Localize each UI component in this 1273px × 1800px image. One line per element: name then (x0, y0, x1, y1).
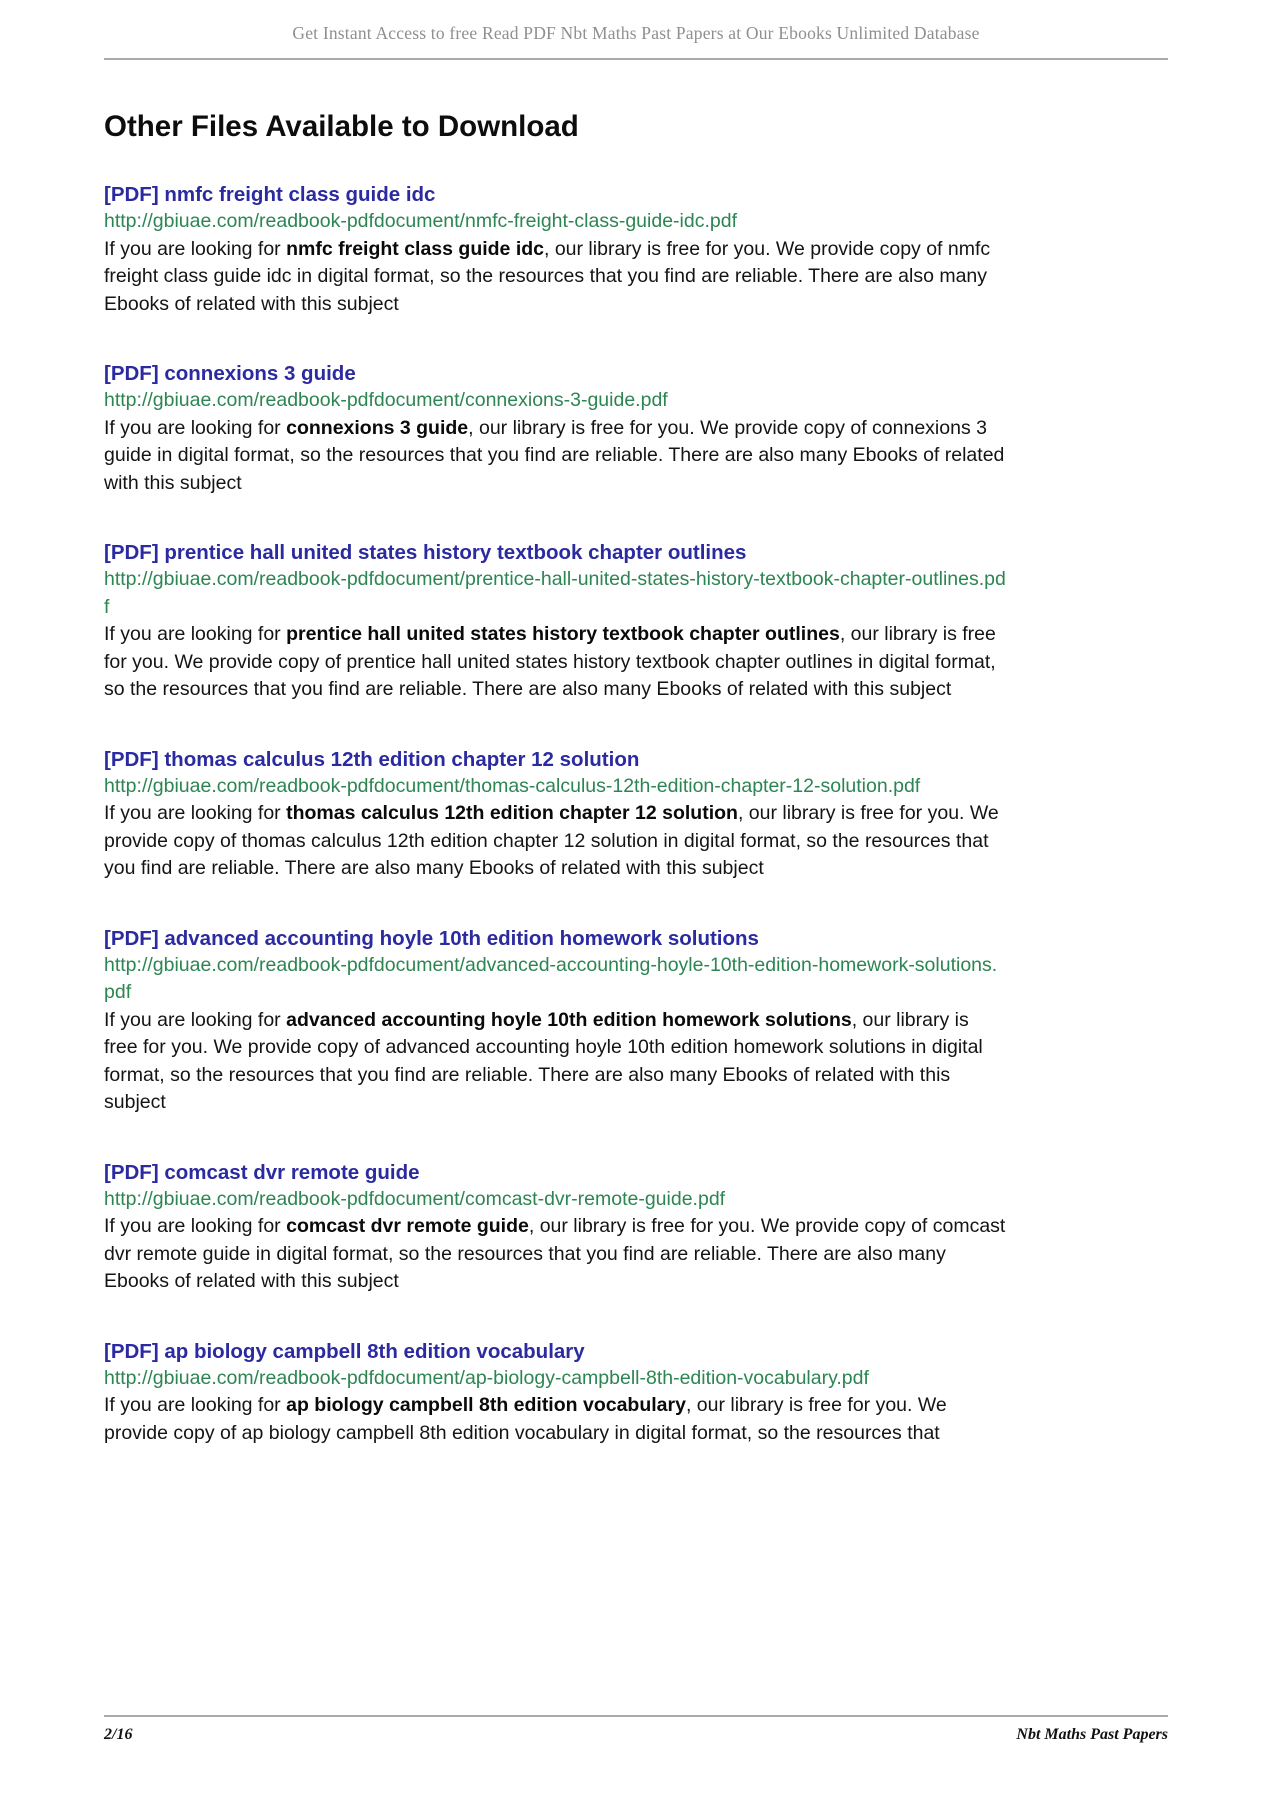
download-entry (104, 360, 1007, 497)
description-bold-title: nmfc freight class guide idc (286, 237, 544, 260)
description-prefix: If you are looking for (104, 1215, 287, 1237)
description-bold-title: connexions 3 guide (286, 416, 469, 439)
pdf-title-link[interactable]: [PDF] nmfc freight class guide idc (104, 183, 436, 206)
page-number: 2/16 (104, 1726, 133, 1743)
running-footer (104, 1715, 1168, 1744)
entry-description (104, 800, 1007, 883)
download-url-link[interactable]: http://gbiuae.com/readbook-pdfdocument/advanced-accounting-hoyle-10th-edition-homework-solutions.pdf (104, 953, 998, 1003)
description-suffix: , our library is free for you. We provide copy of ap biology campbell 8th edition vocabulary in digital format, so the resources that (104, 1394, 947, 1444)
description-suffix: , our library is free for you. We provide copy of connexions 3 guide in digital format, so the resources that you find are reliable. There are also many Ebooks of related with this subject (104, 416, 1005, 494)
description-bold-title: thomas calculus 12th edition chapter 12 solution (286, 802, 738, 824)
description-prefix: If you are looking for (104, 416, 287, 439)
download-list (104, 181, 1007, 1447)
description-bold-title: comcast dvr remote guide (286, 1215, 529, 1237)
download-url-link[interactable]: http://gbiuae.com/readbook-pdfdocument/prentice-hall-united-states-history-textbook-chapter-outlines.pdf (104, 568, 1006, 618)
pdf-title-link[interactable]: [PDF] advanced accounting hoyle 10th edition homework solutions (104, 926, 759, 950)
description-prefix: If you are looking for (104, 1394, 287, 1416)
download-entry (104, 181, 1007, 318)
pdf-title-link[interactable]: [PDF] ap biology campbell 8th edition vocabulary (104, 1339, 585, 1363)
description-prefix: If you are looking for (104, 623, 287, 645)
download-entry (104, 1338, 1007, 1448)
entry-description (104, 1213, 1007, 1296)
entry-description (104, 236, 1007, 319)
pdf-title-link[interactable]: [PDF] comcast dvr remote guide (104, 1160, 420, 1184)
download-entry (104, 925, 1007, 1117)
download-url-link[interactable]: http://gbiuae.com/readbook-pdfdocument/ap-biology-campbell-8th-edition-vocabulary.pdf (104, 1366, 869, 1389)
pdf-title-link[interactable]: [PDF] prentice hall united states history textbook chapter outlines (104, 541, 747, 564)
download-url-link[interactable]: http://gbiuae.com/readbook-pdfdocument/comcast-dvr-remote-guide.pdf (104, 1187, 726, 1210)
download-url-link[interactable]: http://gbiuae.com/readbook-pdfdocument/thomas-calculus-12th-edition-chapter-12-solution.pdf (104, 774, 921, 797)
pdf-title-link[interactable]: [PDF] thomas calculus 12th edition chapter 12 solution (104, 747, 640, 771)
footer-document-title: Nbt Maths Past Papers (1016, 1726, 1168, 1743)
download-url-link[interactable]: http://gbiuae.com/readbook-pdfdocument/connexions-3-guide.pdf (104, 389, 668, 411)
download-entry (104, 746, 1007, 883)
entry-description (104, 1392, 1007, 1447)
entry-description (104, 415, 1007, 498)
description-suffix: , our library is free for you. We provide copy of prentice hall united states history textbook chapter outlines in digital format, so the resources that you find are reliable. There are also many Ebooks of related with this subject (104, 623, 996, 700)
description-suffix: , our library is free for you. We provide copy of advanced accounting hoyle 10th edition homework solutions in digital format, so the resources that you find are reliable. There are also many Ebooks of related with this subject (104, 1008, 983, 1113)
download-entry (104, 539, 1007, 704)
download-url-link[interactable]: http://gbiuae.com/readbook-pdfdocument/nmfc-freight-class-guide-idc.pdf (104, 210, 737, 232)
pdf-title-link[interactable]: [PDF] connexions 3 guide (104, 362, 356, 385)
description-prefix: If you are looking for (104, 802, 287, 824)
description-bold-title: prentice hall united states history textbook chapter outlines (286, 623, 840, 645)
page-title: Other Files Available to Download (104, 110, 579, 143)
description-suffix: , our library is free for you. We provide copy of nmfc freight class guide idc in digital format, so the resources that you find are reliable. There are also many Ebooks of related with this subject (104, 237, 991, 315)
description-suffix: , our library is free for you. We provide copy of thomas calculus 12th edition chapter 12 solution in digital format, so the resources that you find are reliable. There are also many Ebooks of related with this subject (104, 802, 999, 879)
description-suffix: , our library is free for you. We provide copy of comcast dvr remote guide in digital format, so the resources that you find are reliable. There are also many Ebooks of related with this subject (104, 1215, 1006, 1292)
entry-description (104, 1007, 1007, 1117)
description-bold-title: advanced accounting hoyle 10th edition homework solutions (286, 1008, 852, 1031)
download-entry (104, 1159, 1007, 1296)
entry-description (104, 621, 1007, 704)
description-prefix: If you are looking for (104, 237, 287, 260)
description-prefix: If you are looking for (104, 1008, 287, 1031)
header-divider (104, 58, 1168, 60)
description-bold-title: ap biology campbell 8th edition vocabulary (286, 1394, 686, 1416)
running-header: Get Instant Access to free Read PDF Nbt Maths Past Papers at Our Ebooks Unlimited Database (292, 23, 980, 43)
